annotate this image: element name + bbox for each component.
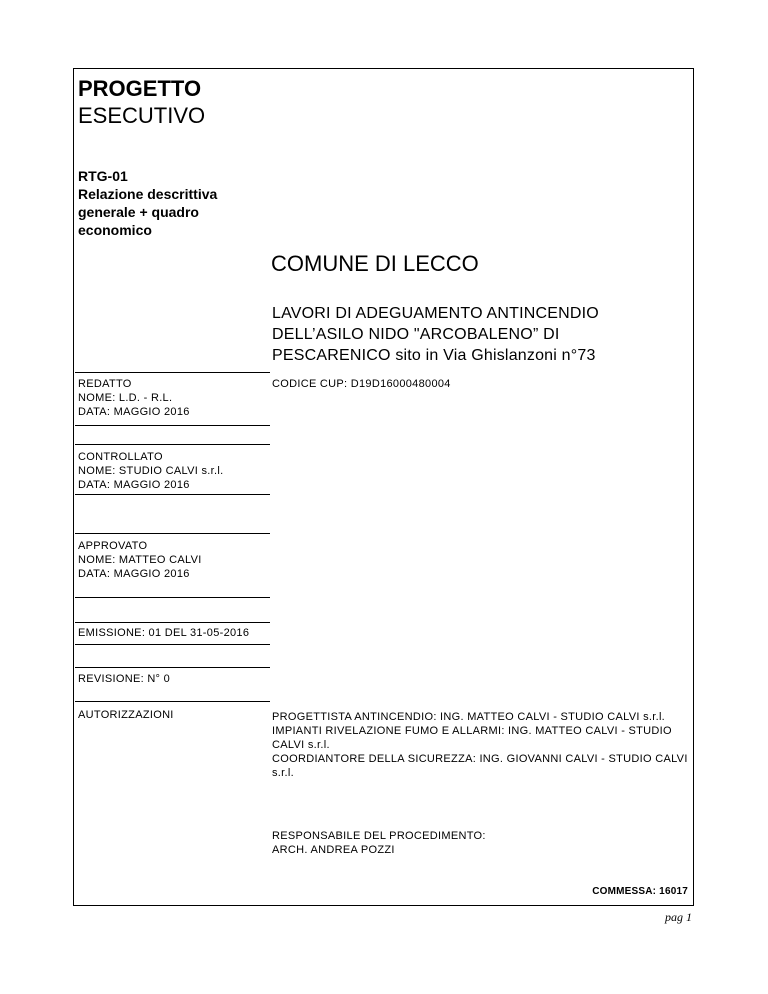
- divider: [75, 644, 270, 645]
- divider: [75, 597, 270, 598]
- authorizations-label: AUTORIZZAZIONI: [78, 709, 174, 721]
- responsabile-label: RESPONSABILE DEL PROCEDIMENTO:: [272, 830, 486, 842]
- divider: [75, 494, 270, 495]
- divider: [75, 533, 270, 534]
- redatto-block: [78, 377, 190, 419]
- designers-block: [272, 710, 688, 780]
- divider: [75, 372, 270, 373]
- document-title-line: Relazione descrittiva: [78, 186, 218, 202]
- redatto-label: REDATTO: [78, 378, 132, 390]
- approvato-block: [78, 539, 202, 581]
- controllato-name: NOME: STUDIO CALVI s.r.l.: [78, 465, 224, 477]
- controllato-block: [78, 450, 223, 492]
- designer-line: CALVI s.r.l.: [272, 739, 330, 751]
- designer-line: PROGETTISTA ANTINCENDIO: ING. MATTEO CALVI - STUDIO CALVI s.r.l.: [272, 711, 666, 723]
- document-code: RTG-01: [78, 168, 128, 184]
- document-title-line: generale + quadro: [78, 204, 199, 220]
- approvato-name: NOME: MATTEO CALVI: [78, 554, 202, 566]
- emission: EMISSIONE: 01 DEL 31-05-2016: [78, 627, 250, 639]
- works-line: PESCARENICO sito in Via Ghislanzoni n°73: [272, 347, 596, 364]
- divider: [75, 444, 270, 445]
- project-type-regular: ESECUTIVO: [78, 103, 206, 128]
- divider: [75, 622, 270, 623]
- redatto-name: NOME: L.D. - R.L.: [78, 392, 173, 404]
- divider: [75, 701, 270, 702]
- approvato-date: DATA: MAGGIO 2016: [78, 568, 190, 580]
- divider: [75, 667, 270, 668]
- revision: REVISIONE: N° 0: [78, 673, 171, 685]
- project-type-bold: PROGETTO: [78, 76, 202, 101]
- responsabile-block: [272, 829, 486, 857]
- redatto-date: DATA: MAGGIO 2016: [78, 406, 190, 418]
- page-number: pag 1: [665, 910, 692, 924]
- works-line: DELL’ASILO NIDO "ARCOBALENO” DI: [272, 326, 560, 343]
- controllato-label: CONTROLLATO: [78, 451, 163, 463]
- approvato-label: APPROVATO: [78, 540, 148, 552]
- works-description: [272, 303, 599, 366]
- works-line: LAVORI DI ADEGUAMENTO ANTINCENDIO: [272, 305, 599, 322]
- designer-line: s.r.l.: [272, 767, 294, 779]
- cup-code: CODICE CUP: D19D16000480004: [272, 378, 451, 390]
- document-title: [78, 185, 217, 239]
- document-title-line: economico: [78, 222, 152, 238]
- client-name: COMUNE DI LECCO: [271, 251, 479, 276]
- designer-line: COORDIANTORE DELLA SICUREZZA: ING. GIOVANNI CALVI - STUDIO CALVI: [272, 753, 688, 765]
- divider: [75, 425, 270, 426]
- controllato-date: DATA: MAGGIO 2016: [78, 479, 190, 491]
- commessa-number: COMMESSA: 16017: [592, 886, 688, 897]
- responsabile-name: ARCH. ANDREA POZZI: [272, 844, 395, 856]
- designer-line: IMPIANTI RIVELAZIONE FUMO E ALLARMI: ING. MATTEO CALVI - STUDIO: [272, 725, 672, 737]
